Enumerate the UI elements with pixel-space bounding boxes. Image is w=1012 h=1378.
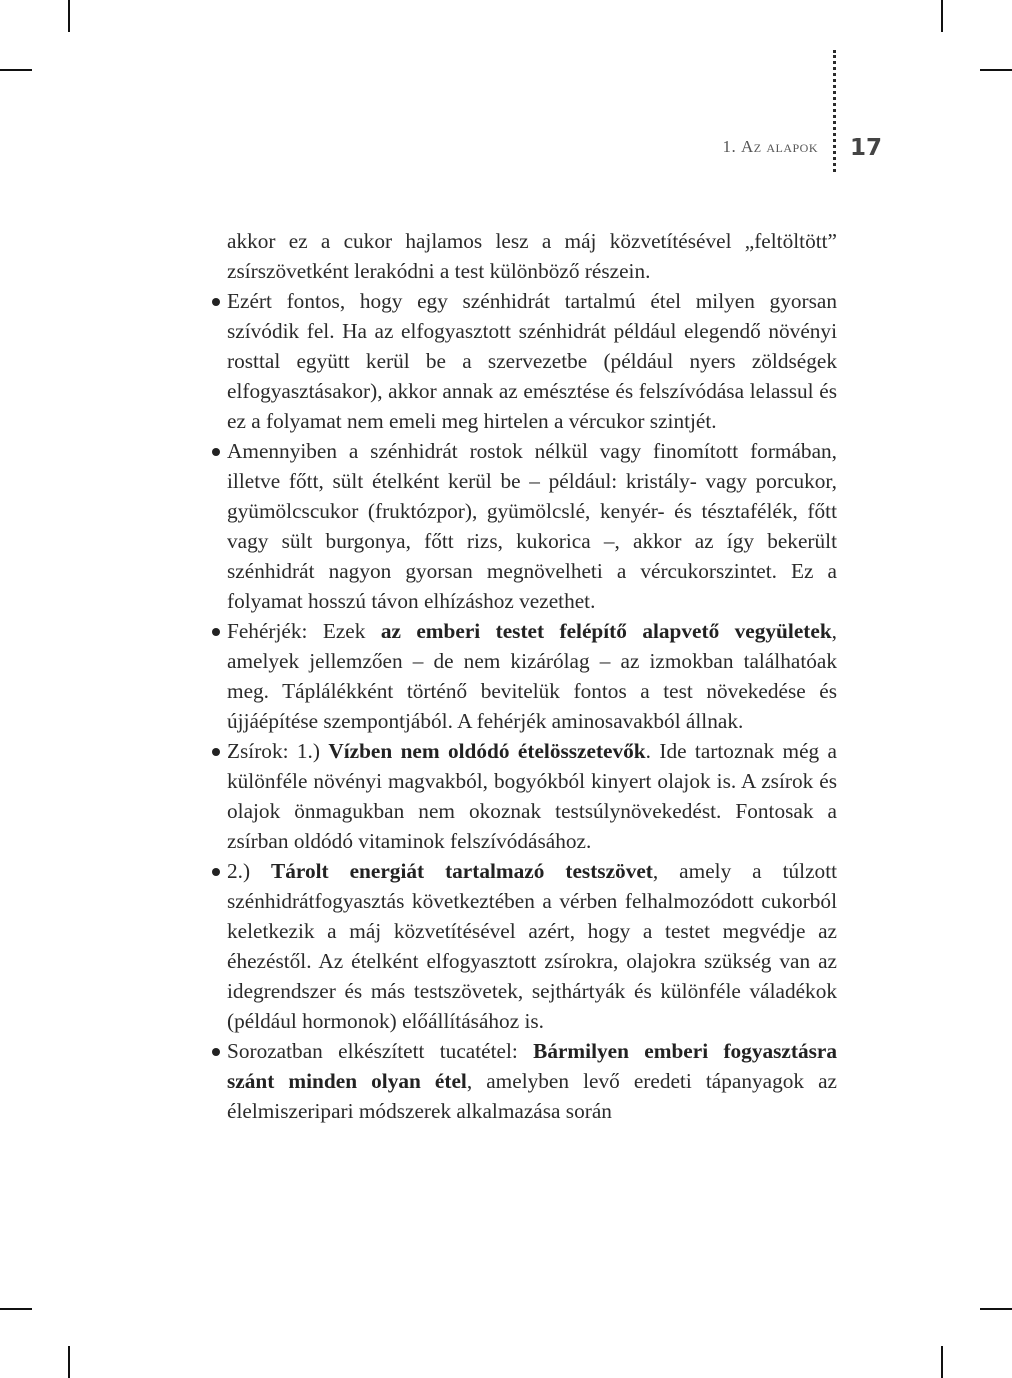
chapter-title: Az alapok [740,137,818,156]
bullet-item [210,286,837,436]
continuation-paragraph [210,226,837,286]
text-run: Sorozatban elkészített tucatétel: [227,1039,534,1063]
header-dotted-rule [833,50,836,172]
bold-term: Tárolt energiát tartalmazó testszövet [271,859,653,883]
page-number: 17 [850,135,883,161]
body-text [210,226,837,1126]
text-run: Fehérjék: Ezek [227,619,381,643]
crop-mark-top-left-h [0,69,32,71]
text-run: , amely a túlzott szénhidrátfogyasztás következtében a vérben felhalmozódott cukorból keletkezik a máj közvetítésével azért, hogy a testet megvédje az éhezéstől. Az ételként elfogyasztott zsírokra, olajokra szükség van az idegrendszer és más testszövetek, sejthártyák és különféle váladékok (például hormonok) előállításához is. [227,859,838,1033]
crop-mark-top-right-h [980,69,1012,71]
bullet-item [210,856,837,1036]
bullet-item [210,736,837,856]
bold-term: Vízben nem oldódó ételösszetevők [328,739,646,763]
crop-mark-top-right-v [941,0,943,32]
text-run: Ezért fontos, hogy egy szénhidrát tartalmú étel milyen gyorsan szívódik fel. Ha az elfogyasztott szénhidrát például elegendő növényi rosttal együtt kerül be a szervezetbe (például nyers zöldségek elfogyasztásakor), akkor annak az emésztése és felszívódása lelassul és ez a folyamat nem emeli meg hirtelen a vércukor szintjét. [227,289,837,433]
text-run: akkor ez a cukor hajlamos lesz a máj közvetítésével „feltöltött” zsírszövetként lerakódni a test különböző részein. [227,229,837,283]
crop-mark-bottom-left-h [0,1308,32,1310]
bold-term: Bármilyen emberi fogyasztásra szánt minden olyan étel [227,1039,837,1093]
text-run: Zsírok: 1.) [227,739,329,763]
text-run: 2.) [227,859,272,883]
crop-mark-bottom-left-v [68,1346,70,1378]
chapter-number: 1. [722,137,737,156]
bullet-item [210,436,837,616]
text-run: , amelyek jellemzően – de nem kizárólag – az izmokban találhatóak meg. Táplálékként történő bevitelük fontos a test növekedése és újjáépítése szempontjából. A fehérjék aminosavakból állnak. [227,619,837,733]
bold-term: az emberi testet felépítő alapvető vegyületek [380,619,832,643]
crop-mark-top-left-v [68,0,70,32]
bullet-item [210,616,837,736]
crop-mark-bottom-right-v [941,1346,943,1378]
text-run: Amennyiben a szénhidrát rostok nélkül vagy finomított formában, illetve főtt, sült ételként kerül be – például: kristály- vagy porcukor, gyümölcscukor (fruktózpor), gyümölcslé, kenyér- és tésztafélék, főtt vagy sült burgonya, főtt rizs, kukorica –, akkor az így bekerült szénhidrát nagyon gyorsan megnövelheti a vércukorszintet. Ez a folyamat hosszú távon elhízáshoz vezethet. [227,439,837,613]
bullet-item [210,1036,837,1126]
text-run: , amelyben levő eredeti tápanyagok az élelmiszeripari módszerek alkalmazása során [227,1069,837,1123]
text-run: . Ide tartoznak még a különféle növényi magvakból, bogyókból kinyert olajok is. A zsírok és olajok önmagukban nem okoznak testsúlynövekedést. Fontosak a zsírban oldódó vitaminok felszívódásához. [227,739,837,853]
running-head [722,137,818,157]
crop-mark-bottom-right-h [980,1308,1012,1310]
